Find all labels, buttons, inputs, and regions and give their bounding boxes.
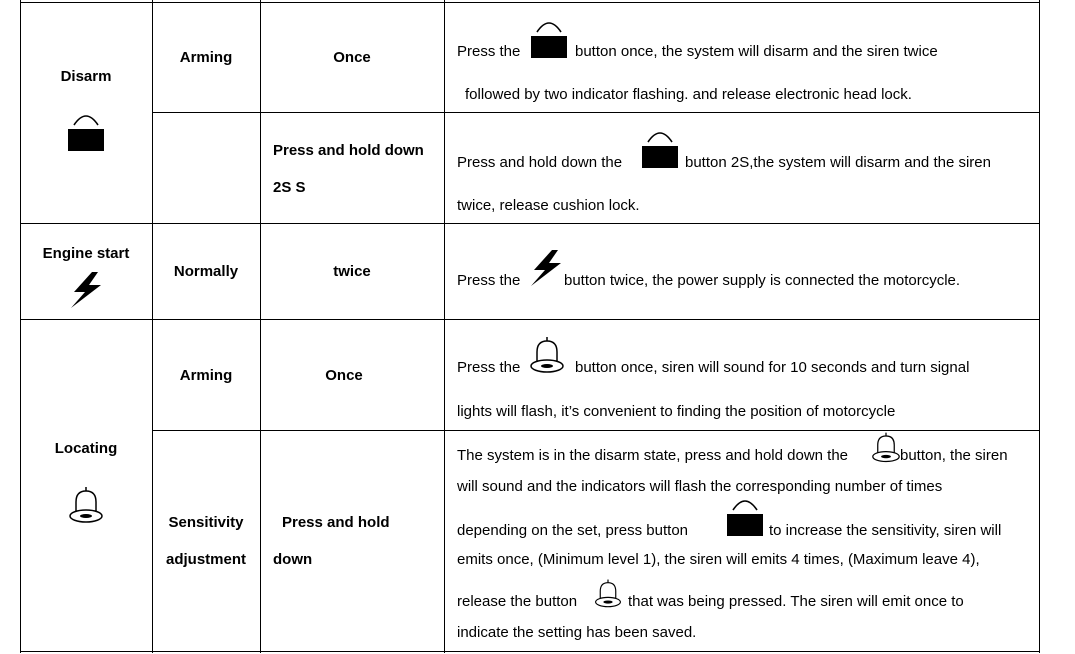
function-label-engine-start: Engine start [42,245,130,262]
disarm-arming-desc-line2: followed by two indicator flashing. and release electronic head lock. [465,86,912,103]
table-rule [260,0,261,653]
sensitivity-times-line2: down [273,551,313,568]
locating-arming-desc-line2: lights will flash, it’s convenient to finding the position of motorcycle [457,403,896,420]
table-rule [20,651,1040,652]
locating-arming-desc-a: Press the [457,359,521,376]
bell-icon [871,431,901,464]
disarm-hold-times-line2: 2S S [273,179,306,196]
sensitivity-times-line1: Press and hold [282,514,390,531]
locating-arming-times: Once [325,367,363,384]
engine-start-state: Normally [173,263,239,280]
sensitivity-state-line2: adjustment [165,551,246,568]
unlock-icon [641,126,679,170]
engine-start-desc-a: Press the [457,272,521,289]
table-rule [444,0,445,653]
sensitivity-desc-line5-b: that was being pressed. The siren will emit once to [628,593,964,610]
locating-arming-state: Arming [179,367,233,384]
sensitivity-desc-line5-a: release the button [457,593,578,610]
bell-icon [529,335,565,375]
bell-icon [68,485,104,525]
sensitivity-desc-line4: emits once, (Minimum level 1), the siren will emits 4 times, (Maximum leave 4), [457,551,980,568]
sensitivity-desc-line6: indicate the setting has been saved. [457,624,697,641]
table-rule [152,112,1040,113]
function-label-locating: Locating [54,440,118,457]
engine-start-times: twice [333,263,371,280]
bell-icon [594,578,622,609]
disarm-hold-desc-b: button 2S,the system will disarm and the siren [685,154,991,171]
disarm-arming-desc-a: Press the [457,43,521,60]
engine-start-desc-b: button twice, the power supply is connected the motorcycle. [564,272,961,289]
disarm-hold-desc-line2: twice, release cushion lock. [457,197,640,214]
disarm-arming-times: Once [333,49,371,66]
lightning-bolt-icon [528,249,564,287]
unlock-icon [67,109,105,153]
table-rule [1039,0,1040,653]
sensitivity-desc-line2: will sound and the indicators will flash the corresponding number of times [457,478,943,495]
table-rule [20,2,1040,3]
table-rule [152,430,1040,431]
sensitivity-desc-line3-b: to increase the sensitivity, siren will [769,522,1002,539]
table-rule [20,223,1040,224]
disarm-arming-state: Arming [179,49,233,66]
unlock-icon [726,494,764,538]
sensitivity-desc-line3-a: depending on the set, press button [457,522,689,539]
disarm-hold-times-line1: Press and hold down [273,142,424,159]
sensitivity-state-line1: Sensitivity [168,514,244,531]
table-rule [20,0,21,653]
sensitivity-desc-line1-b: button, the siren [900,447,1008,464]
table-rule [20,319,1040,320]
lightning-bolt-icon [68,271,104,309]
unlock-icon [530,16,568,60]
locating-arming-desc-b: button once, siren will sound for 10 seconds and turn signal [575,359,970,376]
sensitivity-desc-line1-a: The system is in the disarm state, press and hold down the [457,447,849,464]
disarm-arming-desc-b: button once, the system will disarm and the siren twice [575,43,938,60]
disarm-hold-desc-a: Press and hold down the [457,154,623,171]
function-label-disarm: Disarm [60,68,112,85]
